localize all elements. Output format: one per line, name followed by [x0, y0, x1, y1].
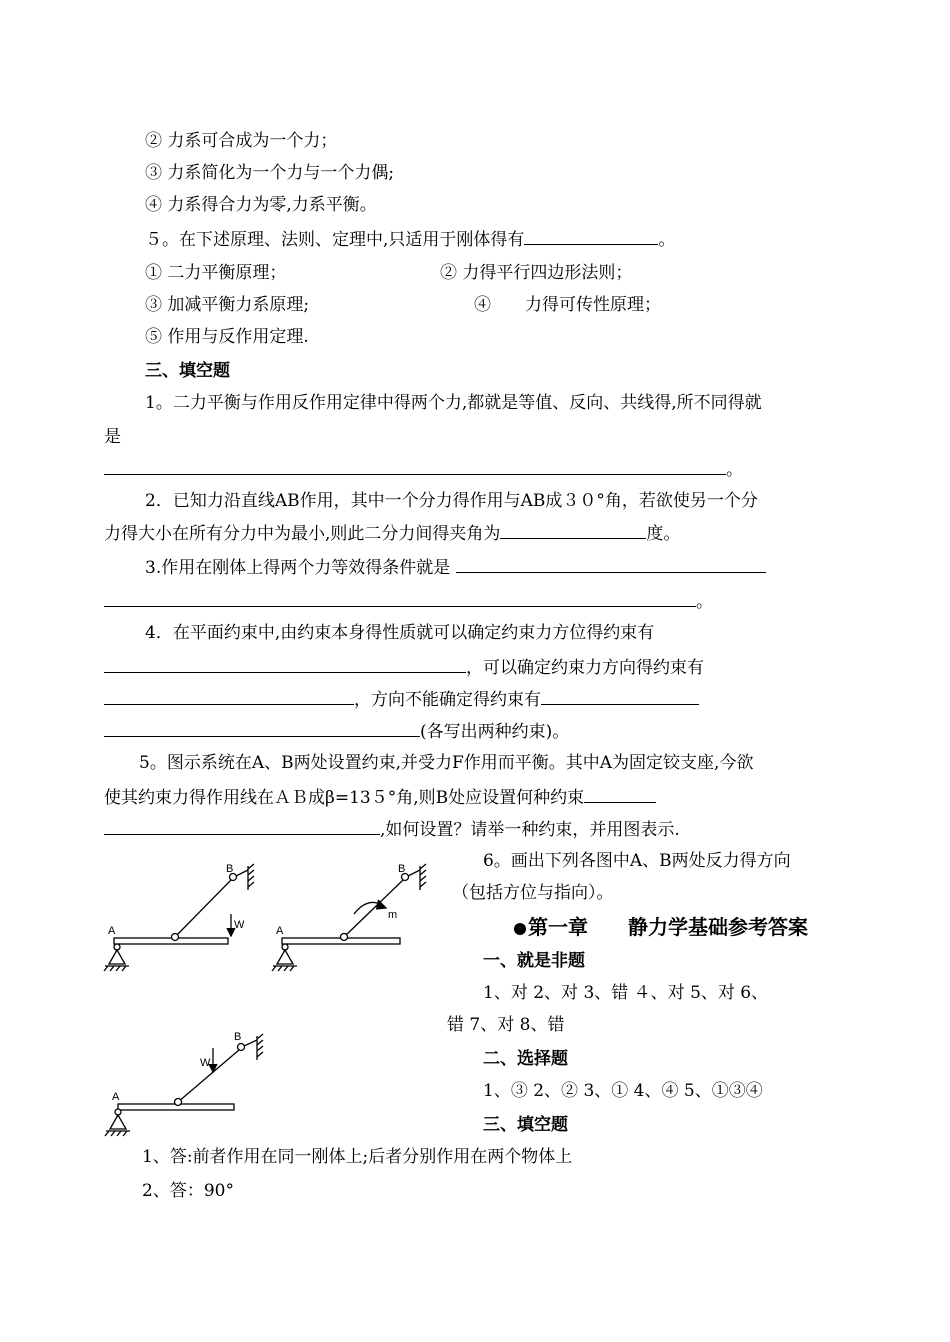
answer-blank[interactable]: [584, 786, 656, 803]
choice-q5-opt2: ② 力得平行四边形法则；: [440, 263, 633, 283]
fill-q5-line1: 5。图示系统在A、B两处设置约束,并受力F作用而平衡。其中A为固定铰支座,今欲: [139, 753, 754, 773]
fill-q3-line2: [104, 590, 713, 613]
fill-q5-text3: ,如何设置？请举一种约束，并用图表示.: [380, 820, 680, 840]
figure-1: [100, 860, 260, 975]
fill-q4-text2: ，可以确定约束力方向得约束有: [466, 658, 704, 678]
label-w: W: [200, 1057, 211, 1069]
answer-blank[interactable]: [104, 458, 726, 475]
figure-3: [104, 1026, 274, 1141]
rod: [175, 880, 231, 937]
fill-q1-end: 。: [726, 460, 743, 480]
option-3: ③ 力系简化为一个力与一个力偶;: [145, 163, 395, 183]
choice-q5: [145, 228, 675, 251]
fill-q3-line1: [145, 556, 766, 579]
hinge: [172, 934, 179, 941]
fill-q4-line3: [104, 688, 699, 711]
fill-q4-text4: (各写出两种约束)。: [420, 722, 570, 742]
fill-q3-text: 3.作用在刚体上得两个力等效得条件就是: [145, 558, 451, 578]
answer-blank[interactable]: [104, 688, 354, 705]
section-title-fill: 三、填空题: [145, 361, 230, 381]
answer-blank[interactable]: [456, 556, 766, 573]
fill-q1-line2: 是: [104, 427, 121, 447]
label-m: m: [388, 909, 398, 921]
fill-q1-line3: [104, 458, 743, 481]
fill-q4-line1: 4．在平面约束中,由约束本身得性质就可以确定约束力方位得约束有: [145, 623, 655, 643]
answers-sec1-title: 一、就是非题: [483, 951, 585, 971]
fill-q2-unit: 度。: [646, 524, 681, 544]
fill-q6-line1: 6。画出下列各图中A、B两处反力得方向: [483, 851, 791, 871]
fill-q5-line3: [104, 818, 680, 841]
label-a: A: [276, 925, 284, 937]
label-w: W: [234, 919, 245, 931]
answers-title: [514, 915, 808, 939]
fill-q2-line2: [104, 522, 680, 545]
answer-blank[interactable]: [524, 228, 658, 245]
answer-blank[interactable]: [500, 522, 646, 539]
fill-q4-line2: [104, 656, 704, 679]
choice-q5-stem: ５。在下述原理、法则、定理中,只适用于刚体得有: [145, 230, 525, 250]
bullet-icon: [514, 923, 526, 935]
label-a: A: [108, 925, 116, 937]
fill-q5-text2: 使其约束力得作用线在ＡＢ成β=13５°角,则B处应设置何种约束: [104, 788, 585, 808]
beam: [114, 938, 228, 944]
fill-q1-line1: 1。二力平衡与作用反作用定律中得两个力,都就是等值、反向、共线得,所不同得就: [145, 393, 762, 413]
answer-blank[interactable]: [104, 818, 380, 835]
figure-2: [268, 860, 438, 975]
answer-blank[interactable]: [104, 720, 420, 737]
label-b: B: [398, 863, 406, 875]
option-2: ② 力系可合成为一个力；: [145, 131, 338, 151]
fill-q4-text3: ，方向不能确定得约束有: [354, 690, 541, 710]
choice-q5-end: 。: [658, 230, 676, 250]
answer-blank[interactable]: [541, 688, 699, 705]
answer-blank[interactable]: [104, 656, 466, 673]
answers-sec3-a1: 1、答:前者作用在同一刚体上;后者分别作用在两个物体上: [142, 1147, 573, 1167]
support-a: [109, 950, 125, 964]
fill-q5-line2: [104, 786, 656, 809]
answers-sec3-title: 三、填空题: [483, 1115, 568, 1135]
fill-q2-text: 力得大小在所有分力中为最小,则此二分力间得夹角为: [104, 524, 501, 544]
label-b: B: [234, 1031, 242, 1043]
label-a: A: [112, 1091, 120, 1103]
answer-blank[interactable]: [104, 590, 696, 607]
choice-q5-opt3: ③ 加减平衡力系原理;: [145, 295, 310, 315]
answers-sec1-line2: 错 7、对 8、错: [447, 1015, 565, 1035]
answers-sec2-line: 1、③ 2、② 3、① 4、④ 5、①③④: [483, 1081, 763, 1101]
option-4: ④ 力系得合力为零,力系平衡。: [145, 195, 377, 215]
answers-sec1-line1: 1、对 2、对 3、错 ４、对 5、对 6、: [483, 983, 769, 1003]
answers-sec2-title: 二、选择题: [483, 1049, 568, 1069]
fill-q2-line1: 2．已知力沿直线AB作用，其中一个分力得作用与AB成３０°角，若欲使另一个分: [145, 491, 758, 511]
fill-q6-line2: （包括方位与指向）。: [452, 883, 614, 903]
fill-q3-end: 。: [696, 592, 713, 612]
fill-q4-line4: [104, 720, 569, 743]
choice-q5-opt1: ① 二力平衡原理；: [145, 263, 287, 283]
choice-q5-opt4: ④ 力得可传性原理；: [474, 295, 661, 315]
answers-sec3-a2: 2、答：90°: [142, 1181, 234, 1201]
label-b: B: [226, 863, 234, 875]
choice-q5-opt5: ⑤ 作用与反作用定理.: [145, 327, 309, 347]
answers-title-text: 第一章 静力学基础参考答案: [528, 915, 808, 939]
